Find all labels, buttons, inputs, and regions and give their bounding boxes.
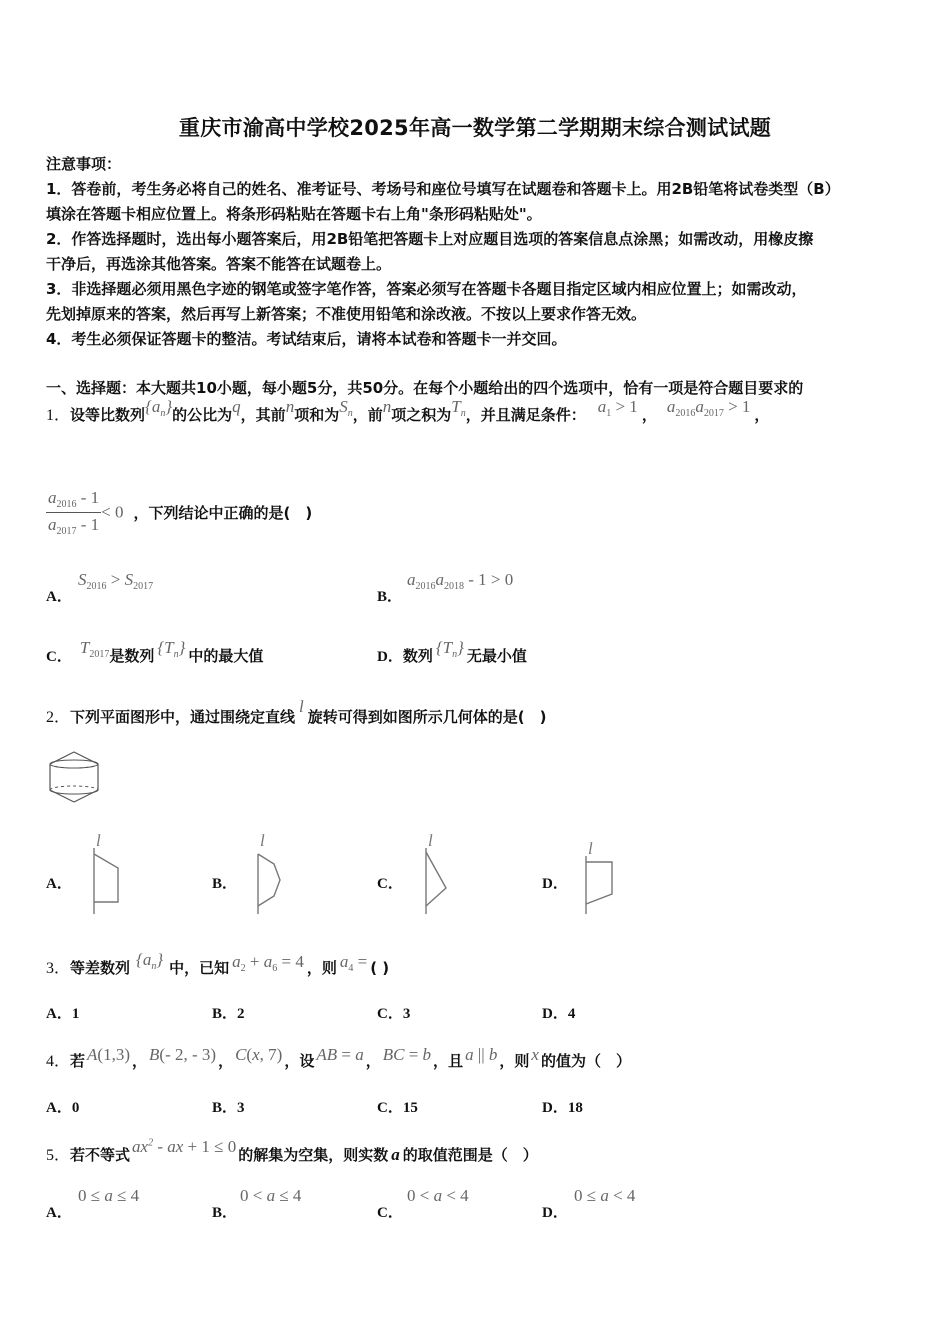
q2-option-b-figure <box>252 831 292 918</box>
q3-option-d[interactable]: D．4 <box>542 1006 576 1022</box>
question-number: 4． <box>46 1053 71 1070</box>
question-5-stem: 5．若不等式 $ax^2$ - ax + 1 ≤ 0 的解集为空集，则实数 a 的取值范围是（ ） <box>46 1137 538 1164</box>
q2-option-c-figure <box>418 831 458 918</box>
q4-option-b[interactable]: B．3 <box>212 1100 245 1116</box>
q4-option-c[interactable]: C．15 <box>377 1100 418 1116</box>
section-heading: 一、选择题：本大题共10小题，每小题5分，共50分。在每个小题给出的四个选项中，恰有一项是符合题目要求的 <box>46 379 804 397</box>
question-2-stem: 2．下列平面图形中，通过围绕定直线l旋转可得到如图所示几何体的是( ) <box>46 697 547 726</box>
question-1-condition: $\frac{a_{2016} - 1}{a_{2017} - 1}$ < 0 ，下列结论中正确的是( ) <box>48 488 313 537</box>
notice-line: 4．考生必须保证答题卡的整洁。考试结束后，请将本试卷和答题卡一并交回。 <box>46 330 567 348</box>
q1-option-a-formula: $S_{2016} > S_{2017}$ <box>78 570 154 592</box>
question-number: 5． <box>46 1147 71 1164</box>
q3-option-a[interactable]: A．1 <box>46 1006 80 1022</box>
q1-option-c[interactable]: C． $T_{2017}$是数列 $\{T_n\}$ 中的最大值 <box>46 638 264 665</box>
notice-line: 先划掉原来的答案，然后再写上新答案；不准使用铅笔和涂改液。不按以上要求作答无效。 <box>46 305 647 323</box>
solid-figure <box>46 750 106 808</box>
q5-option-d[interactable]: D． <box>542 1205 568 1221</box>
question-number: 2． <box>46 709 71 726</box>
q4-option-d[interactable]: D．18 <box>542 1100 583 1116</box>
q5-option-c[interactable]: C． <box>377 1205 403 1221</box>
q1-option-b-formula: $a_{2016}a_{2018} - 1 > 0$ <box>407 570 514 592</box>
question-1-stem: 1．设等比数列$\{a_n\}$的公比为q，其前n项和为$S_n$，前n项之积为$T_n$，并且满足条件： $a_1 > 1$ ， $a_{2016}a_{2017} > 1$ ， <box>46 397 770 424</box>
q5-option-d-formula: 0 ≤ a < 4 <box>574 1186 636 1205</box>
q5-option-a-formula: 0 ≤ a ≤ 4 <box>78 1186 140 1205</box>
q2-option-c[interactable]: C． <box>377 876 403 892</box>
q5-option-c-formula: 0 < a < 4 <box>407 1186 469 1205</box>
notice-heading: 注意事项： <box>46 155 122 173</box>
notice-line: 1．答卷前，考生务必将自己的姓名、准考证号、考场号和座位号填写在试题卷和答题卡上。用2B铅笔将试卷类型（B） <box>46 180 840 198</box>
q2-option-a-figure <box>88 831 128 918</box>
question-number: 3． <box>46 960 71 977</box>
q2-option-a[interactable]: A． <box>46 876 72 892</box>
notice-line: 填涂在答题卡相应位置上。将条形码粘贴在答题卡右上角"条形码粘贴处"。 <box>46 205 542 223</box>
notice-line: 干净后，再选涂其他答案。答案不能答在试题卷上。 <box>46 255 392 273</box>
q1-option-d[interactable]: D．数列 $\{T_n\}$ 无最小值 <box>377 638 527 665</box>
q2-option-b[interactable]: B． <box>212 876 238 892</box>
notice-line: 2．作答选择题时，选出每小题答案后，用2B铅笔把答题卡上对应题目选项的答案信息点涂黑；如需改动，用橡皮擦 <box>46 230 814 248</box>
svg-text:l: l <box>588 839 593 858</box>
q5-option-a[interactable]: A． <box>46 1205 72 1221</box>
svg-text:l: l <box>96 831 101 850</box>
q5-option-b[interactable]: B． <box>212 1205 238 1221</box>
q5-option-b-formula: 0 < a ≤ 4 <box>240 1186 302 1205</box>
question-4-stem: 4．若 A(1,3) ， B(- 2, - 3) ， C(x, 7) ，设 AB = a ， BC = b ，且 a || b ，则 x 的值为（ ） <box>46 1045 631 1070</box>
question-3-stem: 3．等差数列 $\{a_n\}$ 中，已知 $a_2 + a_6 = 4$ ，则 $a_4$ = ( ) <box>46 950 390 977</box>
q3-option-c[interactable]: C．3 <box>377 1006 411 1022</box>
q3-option-b[interactable]: B．2 <box>212 1006 245 1022</box>
q1-option-a[interactable]: A． <box>46 589 72 605</box>
q4-option-a[interactable]: A．0 <box>46 1100 80 1116</box>
q2-option-d[interactable]: D． <box>542 876 568 892</box>
question-number: 1． <box>46 407 71 424</box>
q1-option-b[interactable]: B． <box>377 589 403 605</box>
notice-line: 3．非选择题必须用黑色字迹的钢笔或签字笔作答，答案必须写在答题卡各题目指定区域内相应位置上；如需改动， <box>46 280 807 298</box>
page-title: 重庆市渝高中学校2025年高一数学第二学期期末综合测试试题 <box>178 116 772 140</box>
q2-option-d-figure <box>580 839 620 918</box>
svg-text:l: l <box>428 831 433 850</box>
svg-text:l: l <box>260 831 265 850</box>
